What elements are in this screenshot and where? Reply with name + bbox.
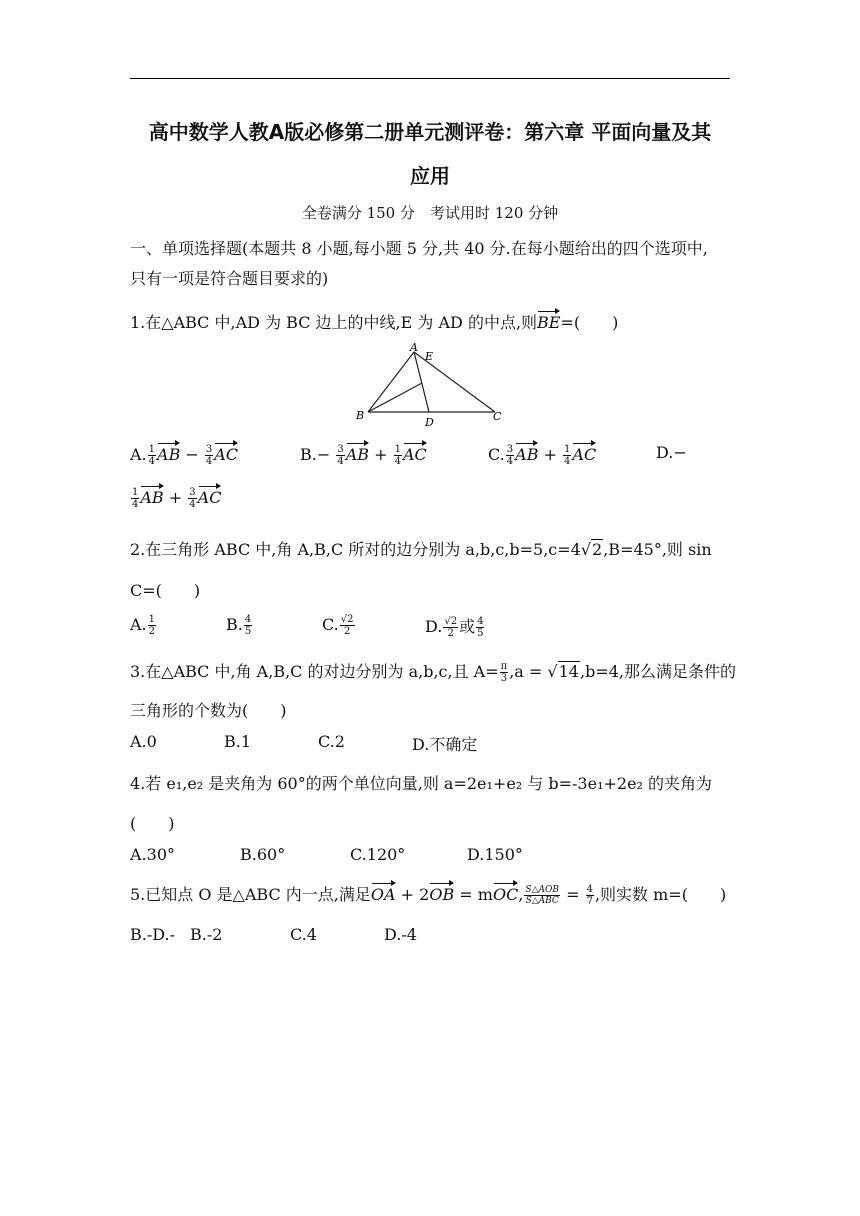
label-d: D — [425, 416, 434, 429]
q2-option-d[interactable]: D. $\frac{√2}{2}$ 或 $\frac{4}{5}$ — [425, 616, 484, 639]
page-title-line1: 高中数学人教A版必修第二册单元测评卷：第六章 平面向量及其 — [148, 120, 712, 144]
q1-stem: 1.在△ABC 中,AD 为 BC 边上的中线,E 为 AD 的中点,则BE=( ) — [130, 313, 619, 332]
header-rule — [130, 78, 730, 79]
q5-option-b[interactable]: B.-2 — [190, 925, 223, 944]
q4-stem-line2: ( ) — [130, 814, 175, 833]
q3-option-d[interactable]: D.不确定 — [412, 735, 478, 754]
q1-option-d[interactable]: $\frac{1}{4}$ AB + $\frac{3}{4}$ AC — [132, 487, 222, 510]
q4-option-c[interactable]: C.120° — [350, 845, 406, 864]
q5-stem: 5.已知点 O 是△ABC 内一点,满足OA + 2OB = mOC, $\frac{\text{S△AOB}}{\text{S△ABC}}$ = $\frac{4}{7}$ ,则实数 m=( ) — [130, 884, 727, 907]
q4-option-b[interactable]: B.60° — [240, 845, 286, 864]
vector-be: BE — [537, 313, 561, 332]
label-c: C — [493, 410, 502, 423]
label-a: A — [410, 341, 418, 354]
q4-option-a[interactable]: A.30° — [130, 845, 175, 864]
q3-stem-line2: 三角形的个数为( ) — [130, 701, 287, 720]
q1-triangle-figure — [350, 340, 510, 430]
exam-info: 全卷满分 150 分 考试用时 120 分钟 — [301, 204, 559, 222]
label-b: B — [356, 409, 365, 422]
q2-stem-line1: 2.在三角形 ABC 中,角 A,B,C 所对的边分别为 a,b,c,b=5,c=4√2,B=45°,则 sin — [130, 540, 712, 559]
q2-stem-line2: C=( ) — [130, 581, 201, 600]
q3-option-c[interactable]: C.2 — [318, 732, 345, 751]
q5-option-a[interactable]: B.-D.- — [130, 925, 175, 944]
q1-option-a[interactable]: A. $\frac{1}{4}$ AB − $\frac{3}{4}$ AC — [130, 444, 239, 467]
label-e: E — [425, 350, 434, 363]
q2-option-a[interactable]: A. $\frac{1}{2}$ — [130, 614, 156, 637]
section-heading-line2: 只有一项是符合题目要求的) — [130, 269, 329, 288]
q3-option-b[interactable]: B.1 — [224, 732, 252, 751]
q2-option-c[interactable]: C. $\frac{√2}{2}$ — [322, 614, 354, 637]
q1-option-c[interactable]: C. $\frac{3}{4}$ AB + $\frac{1}{4}$ AC — [488, 444, 597, 467]
section-heading-line1: 一、单项选择题(本题共 8 小题,每小题 5 分,共 40 分.在每小题给出的四个选项中, — [130, 239, 708, 258]
q1-option-d-prefix[interactable]: D.− — [656, 443, 687, 462]
q3-option-a[interactable]: A.0 — [130, 732, 157, 751]
q2-option-b[interactable]: B. $\frac{4}{5}$ — [226, 614, 252, 637]
q5-option-d[interactable]: D.-4 — [384, 925, 417, 944]
page-title-line2: 应用 — [410, 164, 450, 188]
q1-option-b[interactable]: B.− $\frac{3}{4}$ AB + $\frac{1}{4}$ AC — [300, 444, 427, 467]
q3-stem-line1: 3.在△ABC 中,角 A,B,C 的对边分别为 a,b,c,且 A= $\frac{\pi}{3}$ ,a = √14,b=4,那么满足条件的 — [130, 661, 736, 684]
q4-stem-line1: 4.若 e₁,e₂ 是夹角为 60°的两个单位向量,则 a=2e₁+e₂ 与 b=-3e₁+2e₂ 的夹角为 — [130, 774, 713, 793]
q5-option-c[interactable]: C.4 — [290, 925, 317, 944]
q4-option-d[interactable]: D.150° — [467, 845, 523, 864]
